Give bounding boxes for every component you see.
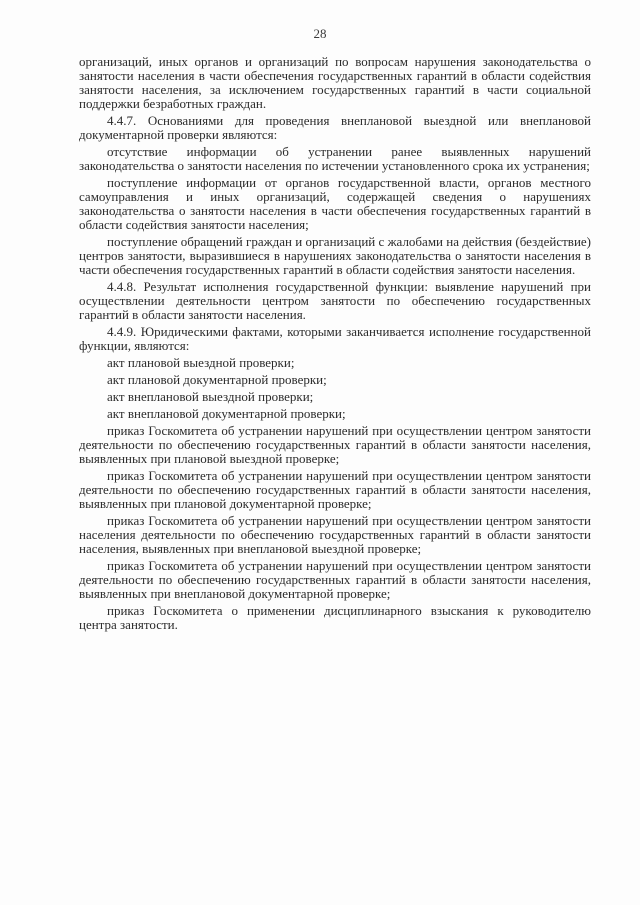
list-item-order-1: приказ Госкомитета об устранении нарушений при осуществлении центром занятости деятельности по обеспечению государственных гарантий в области занятости населения, выявленных при плановой выездной проверке; bbox=[79, 423, 591, 466]
paragraph-ground-1: отсутствие информации об устранении ранее выявленных нарушений законодательства о занятости населения по истечении установленного срока их устранения; bbox=[79, 144, 591, 173]
list-item-act-1: акт плановой выездной проверки; bbox=[107, 355, 295, 370]
page-number: 28 bbox=[313, 26, 327, 41]
paragraph-4-4-7: 4.4.7. Основаниями для проведения внеплановой выездной или внеплановой документарной проверки являются: bbox=[79, 113, 591, 142]
list-item-act-4: акт внеплановой документарной проверки; bbox=[107, 406, 346, 421]
document-body bbox=[79, 55, 591, 635]
paragraph-4-4-9: 4.4.9. Юридическими фактами, которыми заканчивается исполнение государственной функции, являются: bbox=[79, 324, 591, 353]
list-item-order-4: приказ Госкомитета об устранении нарушений при осуществлении центром занятости деятельности по обеспечению государственных гарантий в области занятости населения, выявленных при внеплановой документарной проверке; bbox=[79, 558, 591, 601]
list-item-order-5: приказ Госкомитета о применении дисциплинарного взыскания к руководителю центра занятости. bbox=[79, 603, 591, 632]
list-item-act-2: акт плановой документарной проверки; bbox=[107, 372, 327, 387]
paragraph-4-4-8: 4.4.8. Результат исполнения государственной функции: выявление нарушений при осуществлении деятельности центром занятости по обеспечению государственных гарантий в области занятости населения. bbox=[79, 279, 591, 322]
list-item-act-3: акт внеплановой выездной проверки; bbox=[107, 389, 314, 404]
paragraph-ground-2: поступление информации от органов государственной власти, органов местного самоуправления и иных организаций, содержащей сведения о нарушениях законодательства о занятости населения в части обеспечения государственных гарантий в области содействия занятости населения; bbox=[79, 175, 591, 232]
paragraph-ground-3: поступление обращений граждан и организаций с жалобами на действия (бездействие) центров занятости, выразившиеся в нарушениях законодательства о занятости населения в части обеспечения государственных гарантий в области содействия занятости населения. bbox=[79, 234, 591, 277]
list-item-order-3: приказ Госкомитета об устранении нарушений при осуществлении центром занятости населения деятельности по обеспечению государственных гарантий в области занятости населения, выявленных при внеплановой выездной проверке; bbox=[79, 513, 591, 556]
paragraph-continuation: организаций, иных органов и организаций по вопросам нарушения законодательства о занятости населения в части обеспечения государственных гарантий в области содействия занятости населения, за исключением государственных гарантий в части социальной поддержки безработных граждан. bbox=[79, 54, 591, 111]
list-item-order-2: приказ Госкомитета об устранении нарушений при осуществлении центром занятости деятельности по обеспечению государственных гарантий в области занятости населения, выявленных при плановой документарной проверке; bbox=[79, 468, 591, 511]
